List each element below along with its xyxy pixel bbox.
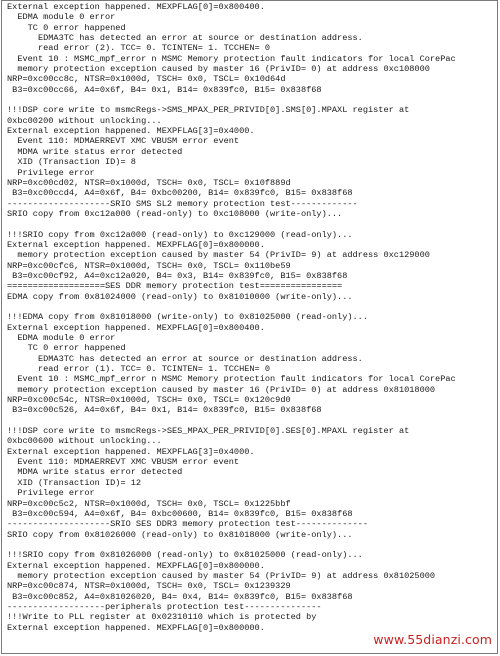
console-output [1,0,498,654]
console-line: B3=0xc00c594, A4=0x6f, B4= 0xbc00600, B14= 0x839fc0, B15= 0x838f68 [7,508,353,519]
console-line: Event 110: MDMAERREVT XMC VBUSM error event [7,136,240,147]
console-line: External exception happened. MEXPFLAG[0]=0x800400. [7,2,265,12]
site-watermark: www.55dianzi.com [373,632,492,647]
console-line: -------------------peripherals protection test--------------- [7,601,322,612]
console-line: read error (1). TCC= 0. TCINTEN= 1. TCCHEN= 0 [7,364,271,375]
console-line: --------------------SRIO SMS SL2 memory protection test------------- [7,198,358,209]
console-line: Event 10 : MSMC_mpf_error n MSMC Memory protection fault indicators for local CorePac [7,53,456,64]
console-line: !!!DSP core write to msmcRegs->SMS_MPAX_PER_PRIVID[0].SMS[0].MPAXL register at [7,105,410,116]
console-line: SRIO copy from 0x81026000 (read-only) to 0x81018000 (write-only)... [7,529,353,540]
console-line: B3=0xc00c852, A4=0x81026020, B4= 0x4, B14= 0x839fc0, B15= 0x838f68 [7,591,353,602]
console-line: EDMA copy from 0x81024000 (read-only) to 0x81010000 (write-only)... [7,291,353,302]
console-line: Event 110: MDMAERREVT XMC VBUSM error event [7,457,240,468]
console-line: External exception happened. MEXPFLAG[0]=0x800400. [7,322,265,333]
console-line: NRP=0xc00c5c2, NTSR=0x1000d, TSCH= 0x0, TSCL= 0x1225bbf [7,498,291,509]
console-line: NRP=0xc00cc8c, NTSR=0x1000d, TSCH= 0x0, TSCL= 0x10d64d [7,74,286,85]
console-line: read error (2). TCC= 0. TCINTEN= 1. TCCHEN= 0 [7,43,271,54]
console-line: Privilege error [7,488,95,499]
console-line [7,219,497,229]
console-line: !!!Write to PLL register at 0x02310110 which is protected by [7,612,317,623]
console-line: EDMA module 0 error [7,12,116,23]
console-line [7,302,497,312]
console-line: memory protection exception caused by master 16 (PrivID= 0) at address 0x81018000 [7,384,436,395]
console-line: XID (Transaction ID)= 12 [7,477,142,488]
console-line: EDMA module 0 error [7,333,116,343]
console-line: B3=0xc00cc66, A4=0x6f, B4= 0x1, B14= 0x839fc0, B15= 0x838f68 [7,84,322,95]
console-line [7,95,497,105]
console-line: EDMA3TC has detected an error at source or destination address. [7,353,363,364]
console-line: EDMA3TC has detected an error at source or destination address. [7,33,363,44]
console-line: XID (Transaction ID)= 8 [7,157,136,168]
console-line: !!!DSP core write to msmcRegs->SES_MPAX_PER_PRIVID[0].SES[0].MPAXL register at [7,426,410,437]
console-line [7,416,497,426]
console-line: B3=0xc00ccd4, A4=0x6f, B4= 0xbc00200, B14= 0x839fc0, B15= 0x838f68 [7,188,353,199]
console-line: ===================SES DDR memory protection test================ [7,281,343,292]
console-line: External exception happened. MEXPFLAG[0]=0x800000. [7,560,265,571]
console-line: External exception happened. MEXPFLAG[0]=0x800000. [7,239,265,250]
console-line: memory protection exception caused by master 54 (PrivID= 9) at address 0xc129000 [7,250,430,261]
console-line: --------------------SRIO SES DDR3 memory protection test-------------- [7,519,368,530]
console-line: TC 0 error happened [7,343,126,354]
console-line: NRP=0xc00c54c, NTSR=0x1000d, TSCH= 0x0, TSCL= 0x120c9d0 [7,395,291,406]
console-line: 0xbc00600 without unlocking... [7,436,162,447]
console-line: Event 10 : MSMC_mpf_error n MSMC Memory protection fault indicators for local CorePac [7,374,456,385]
console-line: 0xbc00200 without unlocking... [7,115,162,126]
console-line: MDMA write status error detected [7,146,183,157]
console-line: B3=0xc00cf92, A4=0xc12a020, B4= 0x3, B14= 0x839fc0, B15= 0x838f68 [7,270,348,281]
console-line [7,540,497,550]
console-line: !!!SRIO copy from 0xc12a000 (read-only) to 0xc129000 (read-only)... [7,229,353,240]
console-line: NRP=0xc00cfc6, NTSR=0x1000d, TSCH= 0x0, TSCL= 0x110be59 [7,260,291,271]
console-line: !!!EDMA copy from 0x81018000 (write-only) to 0x81025000 (read-only)... [7,312,368,323]
console-line: !!!SRIO copy from 0x81026000 (read-only) to 0x81025000 (read-only)... [7,550,363,561]
console-line: SRIO copy from 0xc12a000 (read-only) to 0xc108000 (write-only)... [7,208,343,219]
console-line: NRP=0xc00c874, NTSR=0x1000d, TSCH= 0x0, TSCL= 0x1239329 [7,581,291,592]
console-line: External exception happened. MEXPFLAG[3]=0x4000. [7,446,255,457]
console-line: memory protection exception caused by master 54 (PrivID= 9) at address 0x81025000 [7,570,436,581]
console-line: TC 0 error happened [7,22,126,33]
console-line: NRP=0xc00cd02, NTSR=0x1000d, TSCH= 0x0, TSCL= 0x10f889d [7,177,291,188]
console-line: External exception happened. MEXPFLAG[3]=0x4000. [7,126,255,137]
console-line: B3=0xc00c526, A4=0x6f, B4= 0x1, B14= 0x839fc0, B15= 0x838f68 [7,405,322,416]
console-line: Privilege error [7,167,95,178]
console-line: MDMA write status error detected [7,467,183,478]
console-line: External exception happened. MEXPFLAG[0]=0x800000. [7,622,265,633]
console-line: memory protection exception caused by master 16 (PrivID= 0) at address 0xc108000 [7,64,430,75]
